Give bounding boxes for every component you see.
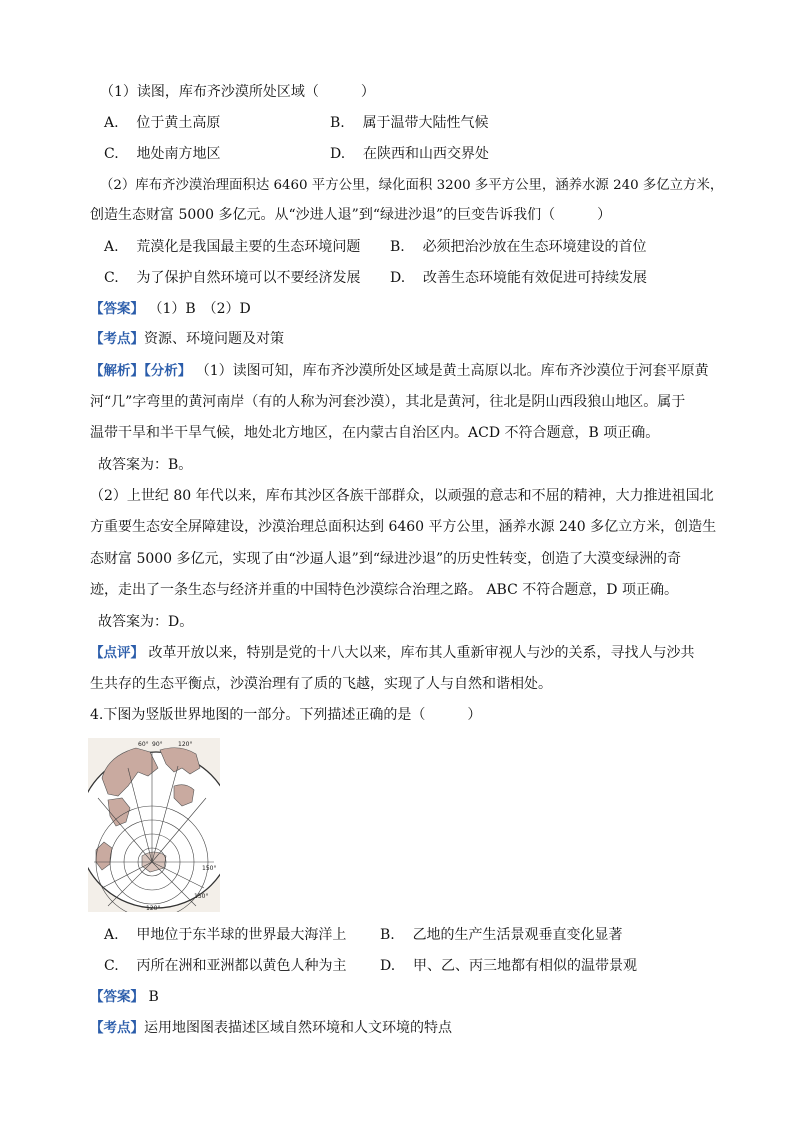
q3-jiexi-line-9: 故答案为：D。 [98, 614, 194, 630]
option-text: 甲地位于东半球的世界最大海洋上 [136, 927, 347, 943]
q3-sub2-stem-line1: （2）库布齐沙漠治理面积达 6460 平方公里，绿化面积 3200 多平方公里，涵养水源 240 多亿立方米， [100, 178, 724, 193]
q4-option-d [380, 956, 637, 976]
option-letter: B. [380, 927, 395, 943]
q3-sub2-stem-line2: 创造生态财富 5000 多亿元。从“沙进人退”到“绿进沙退”的巨变告诉我们（ ） [90, 207, 612, 223]
q4-answer-row [90, 987, 159, 1007]
q4-option-b [380, 925, 623, 945]
dianping-tag: 【点评】 [90, 645, 144, 661]
q4-option-c [104, 956, 346, 976]
q3-dianping-line-1 [90, 643, 694, 663]
map-label-top-right: 120° [178, 741, 193, 748]
q4-option-a [104, 925, 346, 945]
q4-kaodian-row [90, 1018, 452, 1038]
q3-jiexi-line-3: 温带干旱和半干旱气候，地处北方地区，在内蒙古自治区内。ACD 不符合题意，B 项正确。 [90, 425, 660, 441]
option-letter: C. [104, 270, 119, 286]
fenxi-tag: 【分析】 [144, 363, 192, 379]
option-letter: D. [330, 146, 346, 162]
world-map-figure [88, 738, 220, 912]
q3-jiexi-line-1 [90, 361, 709, 381]
option-text: 丙所在洲和亚洲都以黄色人种为主 [136, 958, 347, 974]
q3-jiexi-line-4: 故答案为：B。 [98, 457, 193, 473]
jiexi-tag: 【解析】 [90, 363, 144, 379]
option-text: 在陕西和山西交界处 [363, 146, 489, 162]
option-text: 荒漠化是我国最主要的生态环境问题 [136, 239, 361, 255]
map-label-bottom: 120° [146, 905, 161, 912]
jiexi-text: （1）读图可知，库布齐沙漠所处区域是黄土高原以北。库布齐沙漠位于河套平原黄 [195, 363, 709, 379]
option-text: 位于黄土高原 [136, 115, 221, 131]
option-text: 甲、乙、丙三地都有相似的温带景观 [413, 958, 637, 974]
q3-jiexi-line-6: 方重要生态安全屏障建设，沙漠治理总面积达到 6460 平方公里，涵养水源 240 多亿立方米，创造生 [90, 519, 717, 535]
kaodian-text: 资源、环境问题及对策 [144, 331, 284, 347]
q3-sub2-option-d [390, 268, 647, 288]
kaodian-tag: 【考点】 [90, 1020, 144, 1036]
option-letter: A. [104, 115, 119, 131]
q3-sub1-option-c [104, 144, 220, 164]
q3-sub2-option-a [104, 237, 360, 257]
answer-tag: 【答案】 [90, 989, 144, 1005]
option-letter: D. [380, 958, 396, 974]
kaodian-tag: 【考点】 [90, 331, 144, 347]
answer-value: B [148, 989, 159, 1005]
map-label-right: 150° [202, 865, 217, 872]
answer-tag: 【答案】 [90, 301, 144, 317]
option-text: 必须把治沙放在生态环境建设的首位 [422, 239, 647, 255]
option-letter: C. [104, 146, 119, 162]
option-text: 为了保护自然环境可以不要经济发展 [136, 270, 361, 286]
answer-value: （1）B （2）D [148, 301, 251, 317]
kaodian-text: 运用地图图表描述区域自然环境和人文环境的特点 [144, 1020, 452, 1036]
q3-dianping-line-2: 生共存的生态平衡点，沙漠治理有了质的飞越，实现了人与自然和谐相处。 [90, 676, 552, 692]
option-letter: C. [104, 958, 119, 974]
map-label-top-mid: 90° [152, 741, 163, 748]
q3-answer-row [90, 299, 251, 319]
q3-sub1-option-a [104, 113, 220, 133]
dianping-text: 改革开放以来，特别是党的十八大以来，库布其人重新审视人与沙的关系，寻找人与沙共 [148, 645, 695, 661]
q3-sub1-option-b [330, 113, 489, 133]
q3-sub2-option-b [390, 237, 647, 257]
option-text: 属于温带大陆性气候 [362, 115, 489, 131]
q3-jiexi-line-8: 迹，走出了一条生态与经济并重的中国特色沙漠综合治理之路。 ABC 不符合题意，D 项正确。 [90, 582, 678, 598]
option-letter: D. [390, 270, 406, 286]
q3-sub2-option-c [104, 268, 360, 288]
map-label-bottom-right: 150° [194, 893, 209, 900]
option-letter: B. [390, 239, 405, 255]
polar-map-svg [88, 738, 220, 912]
option-text: 地处南方地区 [136, 146, 221, 162]
q3-jiexi-line-2: 河“几”字弯里的黄河南岸（有的人称为河套沙漠），其北是黄河，往北是阴山西段狼山地区。属于 [90, 394, 686, 410]
option-text: 改善生态环境能有效促进可持续发展 [423, 270, 647, 286]
q4-stem: 4.下图为竖版世界地图的一部分。下列描述正确的是（ ） [90, 707, 482, 723]
option-text: 乙地的生产生活景观垂直变化显著 [412, 927, 623, 943]
option-letter: B. [330, 115, 345, 131]
map-label-top-left: 60° [138, 741, 149, 748]
option-letter: A. [104, 927, 119, 943]
q3-jiexi-line-5: （2）上世纪 80 年代以来，库布其沙区各族干部群众，以顽强的意志和不屈的精神，大力推进祖国北 [90, 488, 714, 504]
q3-sub1-option-d [330, 144, 489, 164]
q3-sub1-stem: （1）读图，库布齐沙漠所处区域（ ） [100, 84, 375, 100]
q3-jiexi-line-7: 态财富 5000 多亿元，实现了由“沙逼人退”到“绿进沙退”的历史性转变，创造了大漠变绿洲的奇 [90, 551, 682, 567]
option-letter: A. [104, 239, 119, 255]
q3-kaodian-row [90, 329, 284, 349]
